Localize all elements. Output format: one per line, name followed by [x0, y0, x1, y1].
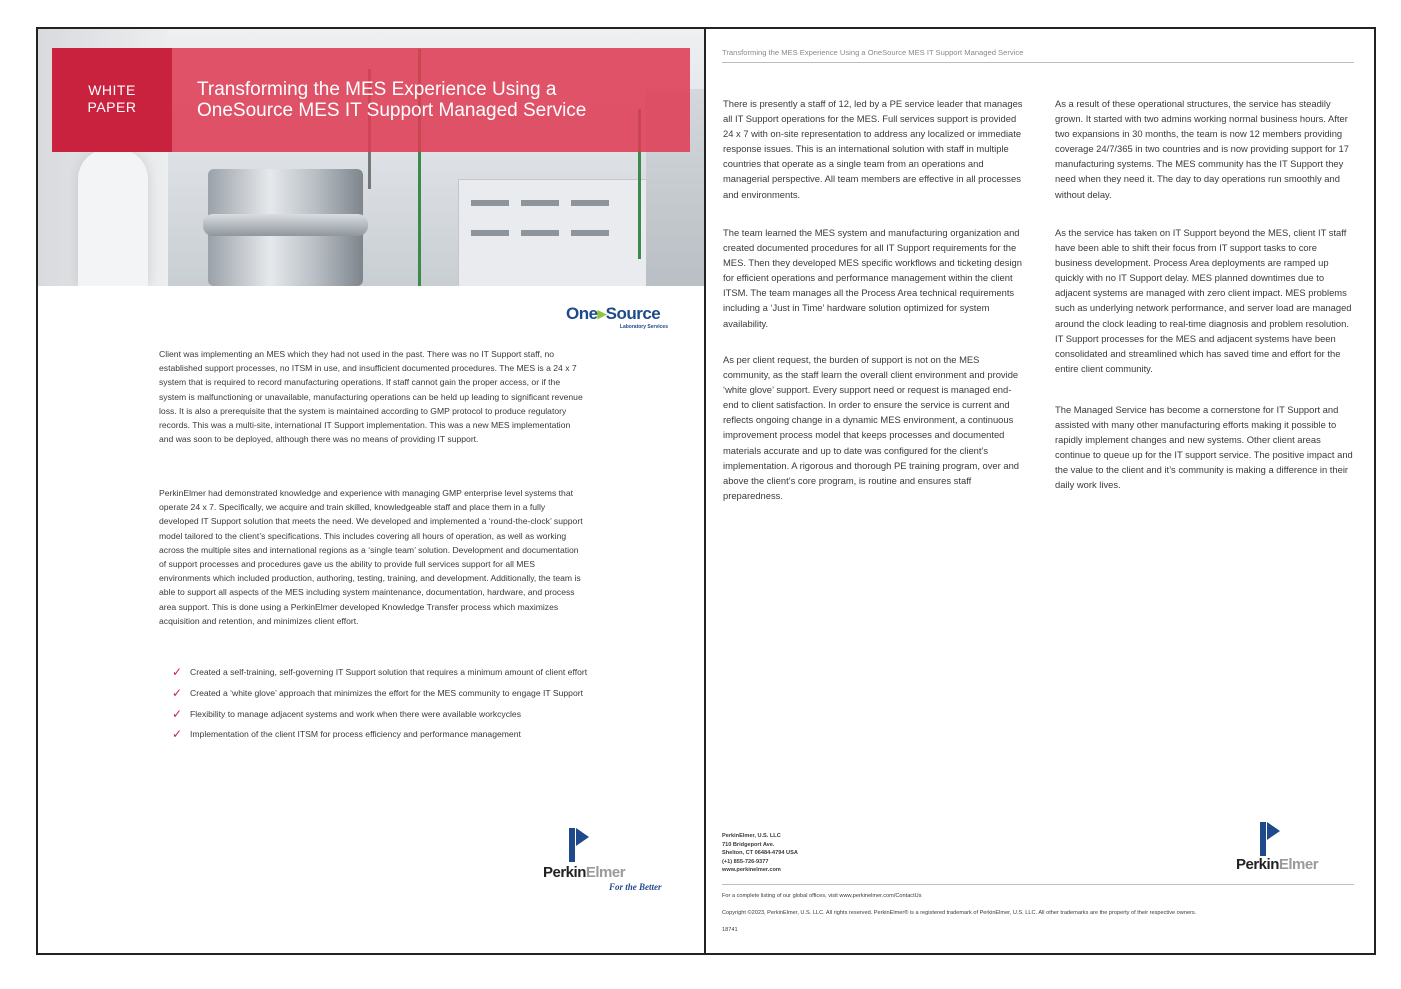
footer-copyright: Copyright ©2023, PerkinElmer, U.S. LLC. All rights reserved. PerkinElmer® is a registered trademark of PerkinElmer, U.S. LLC. All other trademarks are the property of their respective owners.: [722, 910, 1197, 916]
onesource-word-source: Source: [605, 304, 661, 323]
checklist-item: ✓ Created a ‘white glove’ approach that minimizes the effort for the MES community to engage IT Support: [172, 685, 583, 700]
col1-paragraph-2: The team learned the MES system and manufacturing organization and created documented procedures for all IT Support requirements for the MES. Then they developed MES specific workflows and ticketing design for efficient operations and performance management within the client ITSM. The team manages all the Process Area technical requirements including a ‘Just in Time’ hardware solution optimized for system availability.: [723, 227, 1022, 329]
checklist-item: ✓ Flexibility to manage adjacent systems and work when there were available workcycles: [172, 706, 522, 721]
checkmark-icon: ✓: [172, 706, 183, 721]
tag-line-2: PAPER: [87, 99, 137, 115]
checkmark-icon: ✓: [172, 665, 183, 679]
col2-paragraph-1: As a result of these operational structures, the service has steadily grown. It started with two admins working normal business hours. After two expansions in 30 months, the team is now 12 members providing coverage 24/7/365 in two countries and is now providing support for 17 manufacturing systems. The MES community has the IT Support they need when they need it. The day to day operations run smoothly and without delay.: [1055, 98, 1349, 200]
header-rule: [722, 62, 1354, 63]
running-head: Transforming the MES Experience Using a OneSource MES IT Support Managed Service: [722, 48, 1024, 57]
perkinelmer-tagline: For the Better: [609, 882, 662, 892]
company-address: PerkinElmer, U.S. LLC 710 Bridgeport Ave. Shelton, CT 06484-4794 USA (+1) 855-726-9377 www.perkinelmer.com: [722, 833, 798, 873]
col2-paragraph-3: The Managed Service has become a cornerstone for IT Support and assisted with many other manufacturing efforts making it possible to rapidly implement changes and new systems. Other client areas continue to queue up for the IT support service. The positive impact and the value to the client and it’s community is making a difference in their daily work lives.: [1055, 404, 1353, 491]
checkmark-icon: ✓: [172, 727, 183, 742]
perkinelmer-logo-right: PerkinElmer: [1236, 820, 1361, 880]
onesource-word-one: One: [566, 304, 598, 323]
page-divider: [704, 27, 706, 955]
footer-code: 18741: [722, 927, 738, 933]
benefits-checklist: [172, 666, 592, 749]
footer-rule: [722, 884, 1354, 885]
footer-offices: For a complete listing of our global offices, visit www.perkinelmer.com/ContactUs: [722, 893, 922, 899]
perkinelmer-mark-icon: [567, 826, 591, 862]
solution-paragraph: PerkinElmer had demonstrated knowledge and experience with managing GMP enterprise level systems that operate 24 x 7. Specifically, we acquire and train skilled, knowledgeable staff and place them in a fully developed IT Support solution that meets the need. We developed and implemented a ‘round-the-clock’ support model tailored to the client’s specifications. This includes covering all hours of operation, as well as working across the multiple sites and international regions as a ‘single team’ solution. Development and documentation of support processes and procedures gave us the ability to provide full services support for all MES environments which included production, authoring, testing, training, and development. Additionally, the team is able to support all aspects of the MES including system maintenance, documentation, hardware, and process area support. This is done using a PerkinElmer developed Knowledge Transfer process which maximizes acquisition and retention, and minimizes client effort.: [159, 488, 583, 626]
onesource-logo: One▸Source Laboratory Services: [566, 304, 668, 330]
checkmark-icon: ✓: [172, 685, 183, 700]
intro-paragraph: Client was implementing an MES which they had not used in the past. There was no IT Support staff, no established support processes, no ITSM in use, and insufficient documented procedures. The MES is a 24 x 7 system that is required to record manufacturing operations. If staff cannot gain the proper access, or if the system is malfunctioning or unavailable, manufacturing operations can be held up leading to significant revenue loss. It is also a prerequisite that the system is maintained according to GMP protocol to produce regulatory records. This was a multi-site, international IT Support implementation. This was a new MES implementation and was soon to be deployed, although there was no means of providing IT support.: [159, 349, 583, 445]
document-title: [197, 79, 677, 121]
checklist-item: ✓ Implementation of the client ITSM for process efficiency and performance management: [172, 727, 521, 742]
perkinelmer-logo-left: PerkinElmer For the Better: [543, 826, 673, 896]
col1-paragraph-1: There is presently a staff of 12, led by a PE service leader that manages all IT Support operations for the MES. Full services support is provided 24 x 7 with on-site representation to address any localized or immediate response issues. This is an international solution with staff in multiple countries that operate as a single team from an operations and managerial perspective. All team members are effective in all processes and environments.: [723, 98, 1023, 200]
col2-paragraph-2: As the service has taken on IT Support beyond the MES, client IT staff have been able to shift their focus from IT support tasks to core business development. Process Area deployments are ramped up quickly with no IT Support delay. MES planned downtimes due to adjacent systems are managed with zero client impact. MES problems such as underlying network performance, and server load are managed around the clock leading to real-time diagnosis and problem resolution. IT Support processes for the MES and adjacent systems have been consolidated and streamlined which has saved time and effort for the entire client community.: [1055, 227, 1352, 374]
white-paper-tag: [52, 48, 172, 152]
col1-paragraph-3: As per client request, the burden of support is not on the MES community, as the staff learn the overall client environment and provide ‘white glove’ support. Every support need or request is managed end-end to client satisfaction. In order to ensure the service is current and reflects ongoing change in a dynamic MES environment, a continuous improvement process model that keeps processes and documented materials accurate and up to date was configured for the client’s implementation. A rigorous and thorough PE training program, over and above the client’s core program, is routine and ensures staff preparedness.: [723, 354, 1020, 501]
title-line-2: OneSource MES IT Support Managed Service: [197, 100, 587, 121]
checklist-item: ✓ Created a self-training, self-governing IT Support solution that requires a minimum amount of client effort: [172, 665, 588, 679]
onesource-subtitle: Laboratory Services: [619, 324, 668, 330]
tag-line-1: WHITE: [88, 82, 136, 98]
title-line-1: Transforming the MES Experience Using a: [197, 79, 557, 100]
perkinelmer-mark-icon: [1258, 820, 1282, 856]
